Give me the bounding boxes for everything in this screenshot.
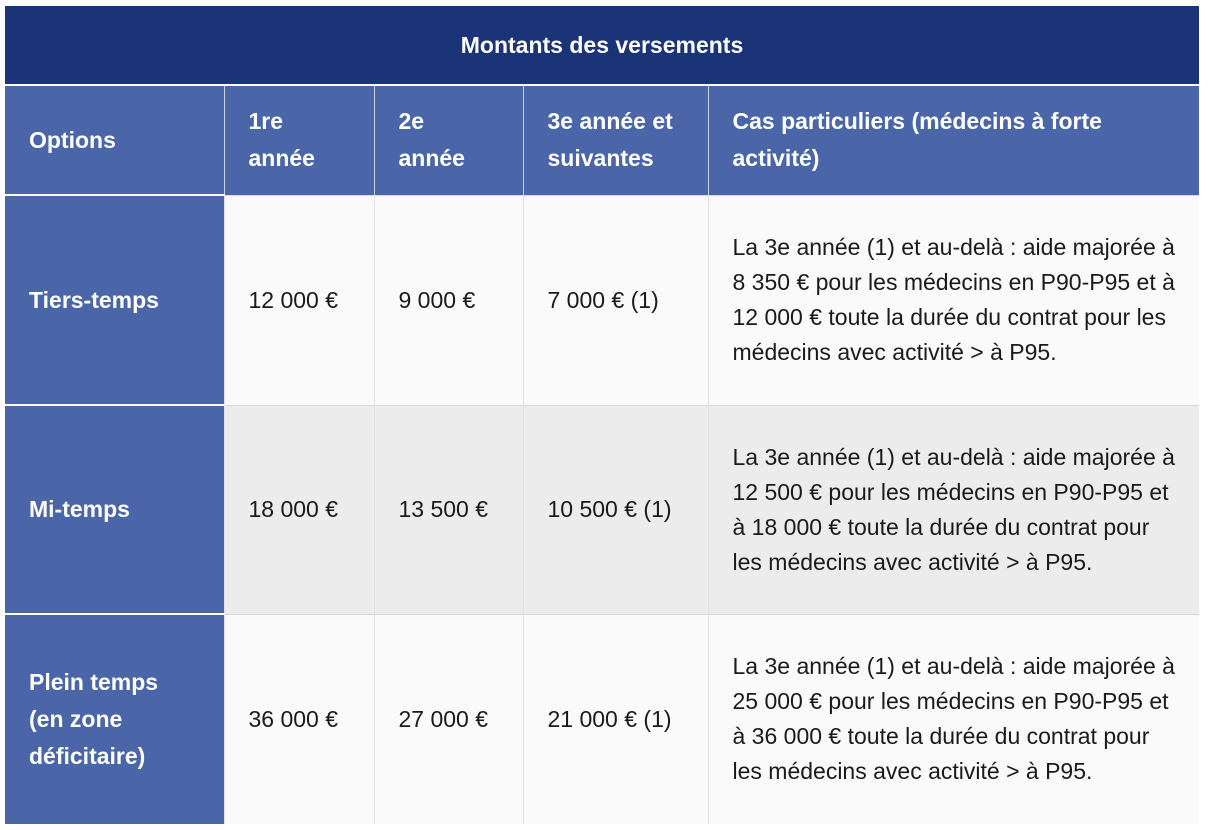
row-option-label: Tiers-temps: [5, 195, 224, 405]
cell-special-case: La 3e année (1) et au-delà : aide majorée à 12 500 € pour les médecins en P90-P95 et à 18 000 € toute la durée du contrat pour les médecins avec activité > à P95.: [708, 405, 1199, 614]
cell-year-2: 13 500 €: [374, 405, 523, 614]
payments-table: [5, 6, 1199, 824]
table-row: [5, 614, 1199, 824]
cell-year-1: 12 000 €: [224, 195, 374, 405]
cell-year-2: 27 000 €: [374, 614, 523, 824]
title-row: [5, 6, 1199, 85]
column-header-options: Options: [5, 85, 224, 195]
row-option-label: Mi-temps: [5, 405, 224, 614]
table-title: Montants des versements: [5, 6, 1199, 85]
cell-special-case: La 3e année (1) et au-delà : aide majorée à 8 350 € pour les médecins en P90-P95 et à 12 000 € toute la durée du contrat pour les médecins avec activité > à P95.: [708, 195, 1199, 405]
cell-year-1: 18 000 €: [224, 405, 374, 614]
column-header-year-3-plus: 3e année et suivantes: [523, 85, 708, 195]
cell-year-3: 10 500 € (1): [523, 405, 708, 614]
cell-year-3: 21 000 € (1): [523, 614, 708, 824]
cell-special-case: La 3e année (1) et au-delà : aide majorée à 25 000 € pour les médecins en P90-P95 et à 36 000 € toute la durée du contrat pour les médecins avec activité > à P95.: [708, 614, 1199, 824]
table-row: [5, 195, 1199, 405]
column-header-year-1: 1re année: [224, 85, 374, 195]
cell-year-2: 9 000 €: [374, 195, 523, 405]
header-row: [5, 85, 1199, 195]
cell-year-3: 7 000 € (1): [523, 195, 708, 405]
row-option-label: Plein temps (en zone déficitaire): [5, 614, 224, 824]
table-row: [5, 405, 1199, 614]
column-header-special-cases: Cas particuliers (médecins à forte activité): [708, 85, 1199, 195]
column-header-year-2: 2e année: [374, 85, 523, 195]
cell-year-1: 36 000 €: [224, 614, 374, 824]
